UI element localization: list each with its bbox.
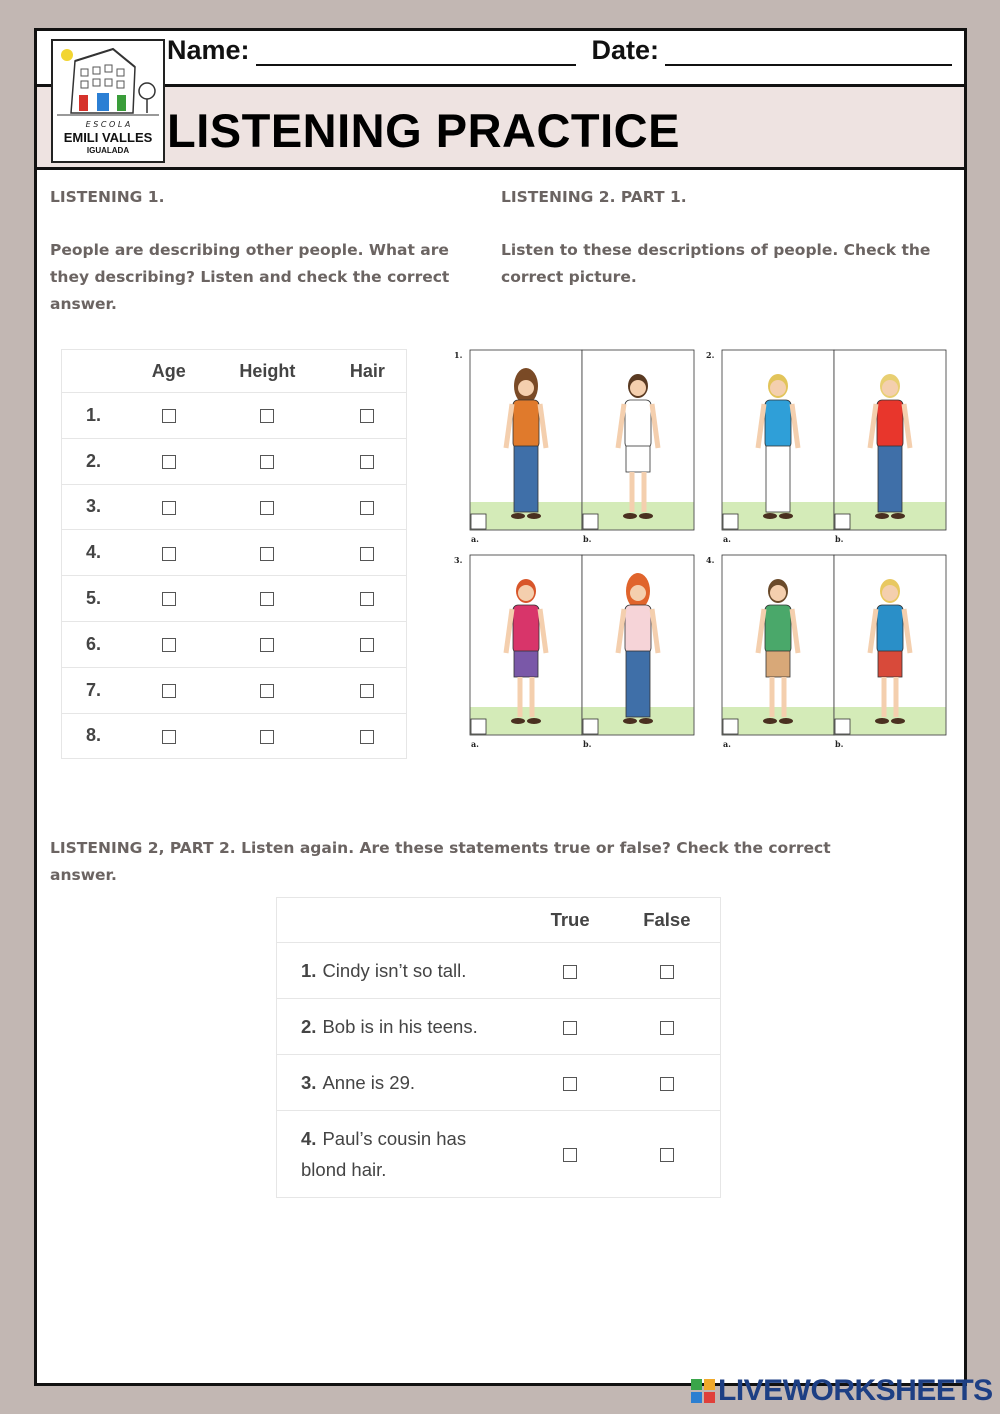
grass-strip [583, 502, 694, 530]
checkbox-hair[interactable] [360, 455, 374, 469]
statement-cell [277, 1111, 527, 1198]
statement-text-cont: blond hair. [301, 1159, 387, 1180]
picture-label: a. [471, 739, 479, 749]
checkbox-false[interactable] [660, 1021, 674, 1035]
header-cell-empty [62, 350, 132, 393]
statement-number: 1. [301, 960, 317, 981]
listening2-part1-instructions [501, 237, 930, 291]
panel-number: 3. [454, 555, 463, 565]
table-row [62, 621, 407, 667]
date-input-line[interactable] [665, 40, 952, 66]
answer-box [471, 719, 486, 734]
cell-height [206, 667, 329, 713]
checkbox-hair[interactable] [360, 592, 374, 606]
cell-true [527, 1111, 614, 1198]
checkbox-height[interactable] [260, 501, 274, 515]
checkbox-hair[interactable] [360, 547, 374, 561]
name-date-fields [167, 35, 952, 66]
people-pictures [452, 346, 952, 758]
cell-hair [329, 438, 407, 484]
listening1-heading: LISTENING 1. [50, 188, 165, 206]
checkbox-age[interactable] [162, 592, 176, 606]
row-number: 6. [62, 621, 132, 667]
table-row [62, 667, 407, 713]
checkbox-height[interactable] [260, 547, 274, 561]
row-number: 3. [62, 484, 132, 530]
instruction-line: answer. [50, 866, 117, 884]
picture-label: b. [583, 739, 592, 749]
picture-label: a. [723, 534, 731, 544]
checkbox-age[interactable] [162, 638, 176, 652]
answer-box [471, 514, 486, 529]
header-name-date-row [37, 31, 964, 87]
cell-hair [329, 393, 407, 439]
school-building-icon [53, 41, 163, 161]
cell-height [206, 713, 329, 759]
statement-number: 3. [301, 1072, 317, 1093]
row-number: 5. [62, 576, 132, 622]
checkbox-true[interactable] [563, 1148, 577, 1162]
checkbox-true[interactable] [563, 1077, 577, 1091]
logo-escola: E S C O L A [85, 120, 131, 129]
cell-hair [329, 621, 407, 667]
cell-false [614, 1111, 721, 1198]
cell-false [614, 943, 721, 999]
cell-true [527, 943, 614, 999]
checkbox-age[interactable] [162, 730, 176, 744]
instruction-line: they describing? Listen and check the correct [50, 268, 450, 286]
picture-label: a. [723, 739, 731, 749]
table-row [62, 530, 407, 576]
page-title: LISTENING PRACTICE [167, 104, 680, 157]
checkbox-false[interactable] [660, 1148, 674, 1162]
grass-strip [723, 707, 834, 735]
checkbox-hair[interactable] [360, 501, 374, 515]
checkbox-age[interactable] [162, 547, 176, 561]
header-title-band [37, 87, 964, 170]
answer-box [723, 719, 738, 734]
answer-box [835, 719, 850, 734]
liveworksheets-logo-icon [690, 1378, 716, 1404]
checkbox-hair[interactable] [360, 730, 374, 744]
cell-height [206, 530, 329, 576]
statement-cell [277, 999, 527, 1055]
listening2-part1-heading: LISTENING 2. PART 1. [501, 188, 687, 206]
table-row [62, 393, 407, 439]
checkbox-false[interactable] [660, 1077, 674, 1091]
cell-hair [329, 576, 407, 622]
cell-hair [329, 667, 407, 713]
name-input-line[interactable] [256, 40, 576, 66]
row-number: 2. [62, 438, 132, 484]
checkbox-true[interactable] [563, 1021, 577, 1035]
panel-number: 4. [706, 555, 715, 565]
cell-false [614, 1055, 721, 1111]
checkbox-age[interactable] [162, 409, 176, 423]
cell-hair [329, 530, 407, 576]
cell-hair [329, 713, 407, 759]
instruction-line: LISTENING 2, PART 2. Listen again. Are these statements true or false? Check the correct [50, 839, 831, 857]
checkbox-height[interactable] [260, 730, 274, 744]
instruction-line: People are describing other people. What are [50, 241, 449, 259]
row-number: 1. [62, 393, 132, 439]
table-header-row [277, 898, 721, 943]
picture-panel [454, 555, 694, 749]
listening1-table [61, 349, 407, 759]
table-row [62, 438, 407, 484]
statement-cell [277, 1055, 527, 1111]
statement-number: 2. [301, 1016, 317, 1037]
statement-text: Anne is 29. [322, 1072, 416, 1093]
cell-age [132, 438, 207, 484]
header-hair: Hair [349, 360, 385, 381]
cell-height [206, 621, 329, 667]
answer-box [583, 719, 598, 734]
picture-panel [706, 555, 946, 749]
picture-label: b. [835, 534, 844, 544]
cell-hair [329, 484, 407, 530]
table-header-row [62, 350, 407, 393]
checkbox-height[interactable] [260, 638, 274, 652]
grass-strip [835, 707, 946, 735]
table-row [277, 1055, 721, 1111]
cell-height [206, 393, 329, 439]
panel-number: 1. [454, 350, 463, 360]
picture-panel [706, 350, 946, 544]
cell-height [206, 576, 329, 622]
cell-age [132, 530, 207, 576]
panel-number: 2. [706, 350, 715, 360]
header-age: Age [151, 360, 186, 381]
instruction-line: answer. [50, 295, 117, 313]
cell-height [206, 484, 329, 530]
checkbox-height[interactable] [260, 409, 274, 423]
picture-label: b. [835, 739, 844, 749]
cell-age [132, 713, 207, 759]
statement-cell [277, 943, 527, 999]
answer-box [723, 514, 738, 529]
picture-label: b. [583, 534, 592, 544]
checkbox-age[interactable] [162, 501, 176, 515]
grass-strip [471, 707, 582, 735]
checkbox-hair[interactable] [360, 638, 374, 652]
cell-age [132, 484, 207, 530]
table-row [62, 484, 407, 530]
answer-box [835, 514, 850, 529]
statement-text: Cindy isn’t so tall. [322, 960, 467, 981]
table-row [277, 999, 721, 1055]
header-true: True [550, 909, 590, 930]
statement-text: Bob is in his teens. [322, 1016, 478, 1037]
listening2-part2-instructions [50, 835, 831, 889]
header-false: False [643, 909, 691, 930]
statement-text: Paul’s cousin has [322, 1128, 467, 1149]
logo-school-name: EMILI VALLES [63, 130, 153, 145]
table-row [277, 1111, 721, 1198]
table-row [62, 576, 407, 622]
checkbox-height[interactable] [260, 592, 274, 606]
picture-panel [454, 350, 694, 544]
cell-true [527, 1055, 614, 1111]
checkbox-height[interactable] [260, 455, 274, 469]
header-height: Height [239, 360, 296, 381]
row-number: 4. [62, 530, 132, 576]
cell-true [527, 999, 614, 1055]
cell-age [132, 576, 207, 622]
listening1-instructions [50, 237, 449, 318]
date-label: Date: [591, 35, 660, 65]
row-number: 8. [62, 713, 132, 759]
checkbox-age[interactable] [162, 684, 176, 698]
row-number: 7. [62, 667, 132, 713]
cell-false [614, 999, 721, 1055]
instruction-line: Listen to these descriptions of people. Check the [501, 241, 931, 259]
header-cell-empty [277, 898, 527, 943]
table-row [277, 943, 721, 999]
checkbox-hair[interactable] [360, 409, 374, 423]
checkbox-age[interactable] [162, 455, 176, 469]
liveworksheets-watermark [690, 1374, 993, 1408]
statement-number: 4. [301, 1128, 317, 1149]
checkbox-false[interactable] [660, 965, 674, 979]
checkbox-true[interactable] [563, 965, 577, 979]
cell-age [132, 667, 207, 713]
checkbox-hair[interactable] [360, 684, 374, 698]
table-row [62, 713, 407, 759]
instruction-line: correct picture. [501, 268, 637, 286]
cell-height [206, 438, 329, 484]
true-false-table [276, 897, 721, 1198]
checkbox-height[interactable] [260, 684, 274, 698]
picture-label: a. [471, 534, 479, 544]
brand-text: LIVEWORKSHEETS [718, 1374, 993, 1407]
cell-age [132, 621, 207, 667]
logo-town: IGUALADA [86, 146, 130, 155]
name-label: Name: [167, 35, 250, 65]
answer-box [583, 514, 598, 529]
worksheet [34, 28, 967, 1386]
school-logo [51, 39, 165, 163]
cell-age [132, 393, 207, 439]
